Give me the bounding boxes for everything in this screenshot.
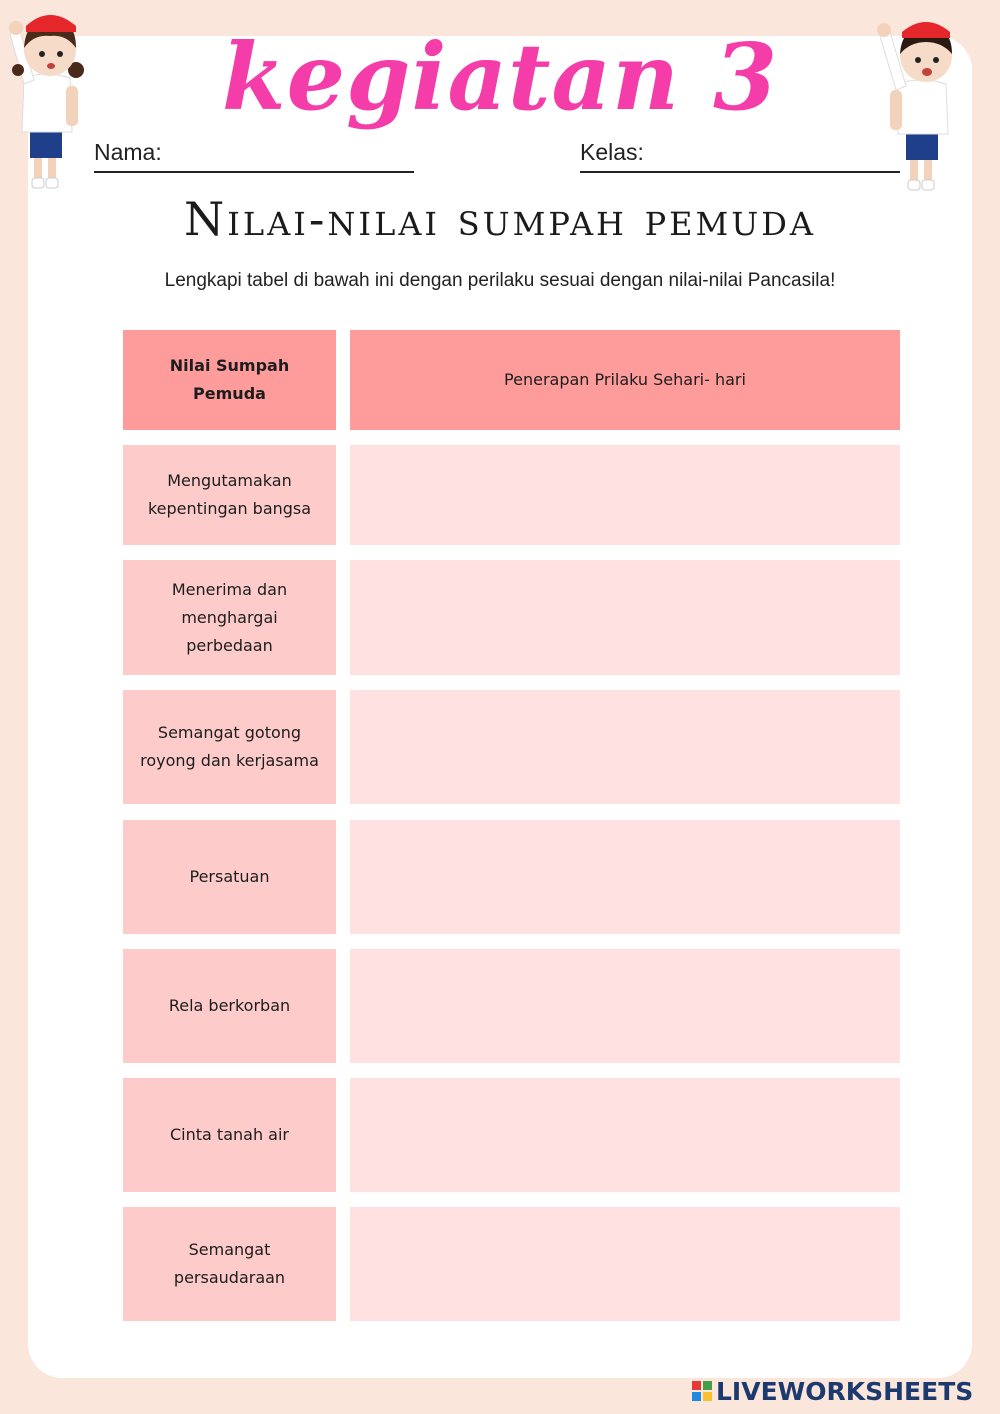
logo-text: LIVEWORKSHEETS — [716, 1376, 974, 1406]
class-input-line[interactable] — [580, 171, 900, 173]
answer-field-3[interactable] — [350, 690, 900, 804]
worksheet-subtitle: Nilai-nilai sumpah pemuda — [184, 192, 816, 246]
row-value-label: Semangat gotong royong dan kerjasama — [140, 723, 319, 770]
table-row-value — [123, 949, 336, 1063]
answer-field-2[interactable] — [350, 560, 900, 675]
table-row-value — [123, 1207, 336, 1321]
answer-field-1[interactable] — [350, 445, 900, 545]
worksheet-title: kegiatan 3 — [221, 23, 779, 131]
instruction-text: Lengkapi tabel di bawah ini dengan perilaku sesuai dengan nilai-nilai Pancasila! — [164, 270, 836, 291]
answer-field-6[interactable] — [350, 1078, 900, 1192]
class-label: Kelas: — [580, 139, 644, 165]
table-header-behavior — [350, 330, 900, 430]
table-header-value — [123, 330, 336, 430]
table-row-value — [123, 560, 336, 675]
table-header-behavior-label: Penerapan Prilaku Sehari- hari — [504, 370, 746, 389]
table-row-value — [123, 820, 336, 934]
row-value-label: Rela berkorban — [168, 996, 291, 1015]
row-value-label: Mengutamakan kepentingan bangsa — [147, 471, 312, 518]
row-value-label: Semangat persaudaraan — [173, 1240, 286, 1287]
liveworksheets-logo — [692, 1376, 973, 1406]
table-row-value — [123, 445, 336, 545]
logo-grid-icon — [692, 1381, 712, 1401]
name-input-line[interactable] — [94, 171, 414, 173]
row-value-label: Persatuan — [189, 867, 270, 886]
answer-field-7[interactable] — [350, 1207, 900, 1321]
name-label: Nama: — [94, 139, 162, 165]
table-row-value — [123, 690, 336, 804]
table-row-value — [123, 1078, 336, 1192]
row-value-label: Cinta tanah air — [170, 1125, 289, 1144]
row-value-label: Menerima dan menghargai perbedaan — [171, 579, 288, 655]
answer-field-4[interactable] — [350, 820, 900, 934]
answer-field-5[interactable] — [350, 949, 900, 1063]
table-header-value-label: Nilai Sumpah Pemuda — [169, 356, 290, 403]
